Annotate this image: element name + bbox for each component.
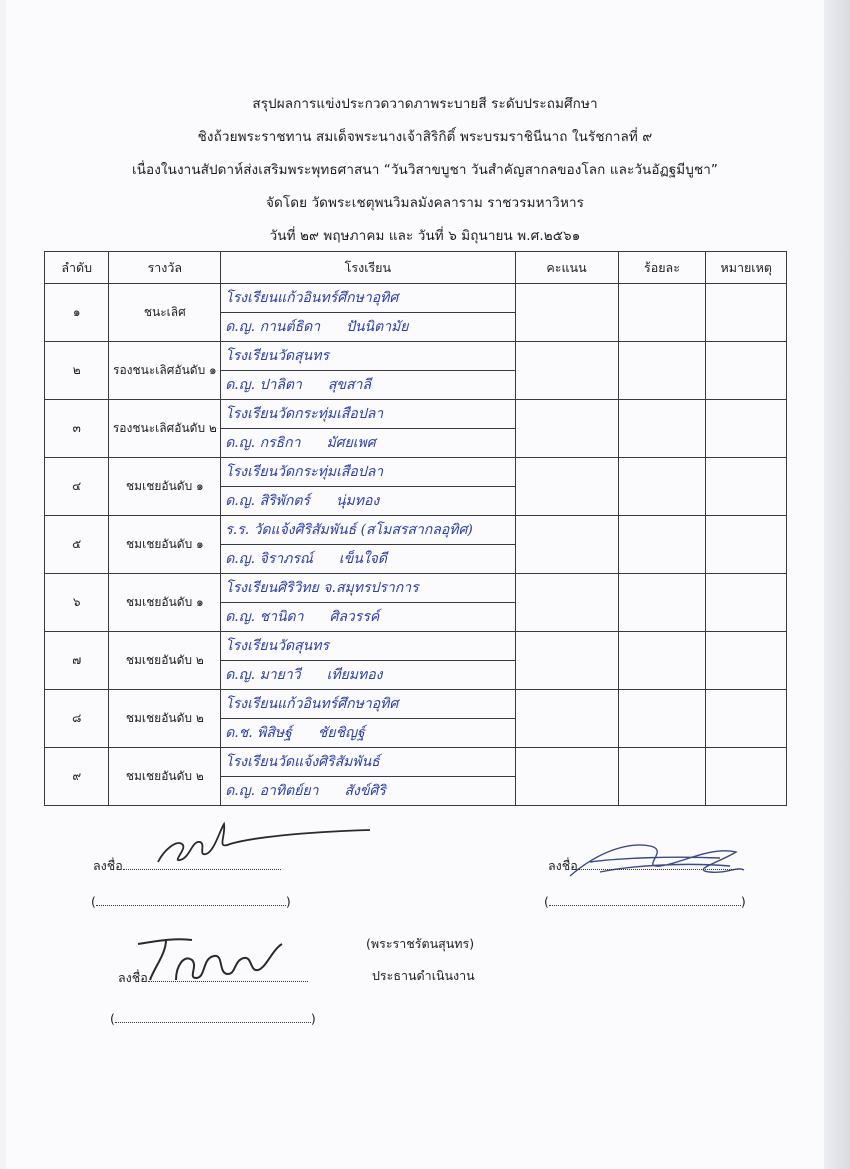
signature-3-name-blank (110, 1011, 316, 1026)
row-student-name: ด.ญ. มายาวี (225, 667, 301, 683)
row-school-name: โรงเรียนวัดสุนทร (221, 632, 514, 661)
title-line-4: จัดโดย วัดพระเชตุพนวิมลมังคลาราม ราชวรมหาวิหาร (266, 195, 584, 211)
row-student-surname: มัศยเพศ (326, 435, 376, 451)
row-number: ๔ (45, 458, 109, 516)
signature-2-label (548, 856, 738, 876)
row-number: ๒ (45, 342, 109, 400)
row-student-surname: ชัยชิญฐ์ (317, 725, 365, 741)
row-percent (618, 748, 706, 806)
row-award: ชมเชยอันดับ ๒ (109, 690, 221, 748)
table-row (45, 690, 787, 748)
row-student (221, 429, 514, 457)
row-school-name: โรงเรียนแก้วอินทร์ศึกษาอุทิศ (221, 284, 514, 313)
row-school-cell (221, 400, 515, 458)
dotted-line (549, 905, 741, 906)
row-percent (618, 400, 706, 458)
row-student (221, 313, 514, 341)
row-student (221, 777, 514, 805)
row-student (221, 719, 514, 747)
row-remark (706, 400, 787, 458)
table-row (45, 284, 787, 342)
row-student-name: ด.ญ. อาทิตย์ยา (225, 783, 319, 799)
row-school-cell (221, 748, 515, 806)
row-school-name: โรงเรียนวัดกระทุ่มเสือปลา (221, 400, 514, 429)
row-score (515, 284, 618, 342)
row-student-name: ด.ช. พิสิษฐ์ (225, 725, 292, 741)
row-number: ๓ (45, 400, 109, 458)
row-percent (618, 342, 706, 400)
results-table (44, 251, 787, 806)
paren-close: ) (310, 1011, 316, 1026)
row-remark (706, 342, 787, 400)
row-school-name: โรงเรียนวัดแจ้งศิริสัมพันธ์ (221, 748, 514, 777)
signature-2-name-blank (544, 894, 746, 909)
dotted-line (115, 1022, 311, 1023)
chair-role: ประธานดำเนินงาน (372, 968, 475, 983)
row-student (221, 545, 514, 573)
row-number: ๘ (45, 690, 109, 748)
row-number: ๑ (45, 284, 109, 342)
col-header-school: โรงเรียน (221, 252, 515, 284)
row-score (515, 516, 618, 574)
row-school-cell (221, 516, 515, 574)
row-school-name: โรงเรียนวัดกระทุ่มเสือปลา (221, 458, 514, 487)
row-student (221, 661, 514, 689)
col-header-score: คะแนน (515, 252, 618, 284)
sign-label-text: ลงชื่อ (118, 970, 148, 985)
signature-3-label (118, 968, 308, 988)
row-score (515, 342, 618, 400)
table-row (45, 400, 787, 458)
row-number: ๕ (45, 516, 109, 574)
row-school-name: โรงเรียนศิริวิทย จ.สมุทรปราการ (221, 574, 514, 603)
row-student (221, 603, 514, 631)
row-award: รองชนะเลิศอันดับ ๒ (109, 400, 221, 458)
row-student-name: ด.ญ. จิราภรณ์ (225, 551, 313, 567)
table-row (45, 748, 787, 806)
col-header-award: รางวัล (109, 252, 221, 284)
row-remark (706, 574, 787, 632)
row-school-cell (221, 690, 515, 748)
table-row (45, 458, 787, 516)
row-school-cell (221, 458, 515, 516)
title-line-5: วันที่ ๒๙ พฤษภาคม และ วันที่ ๖ มิถุนายน พ.ศ.๒๕๖๑ (269, 228, 581, 244)
row-percent (618, 284, 706, 342)
col-header-remark: หมายเหตุ (706, 252, 787, 284)
paren-open: ( (544, 894, 549, 909)
paren-close: ) (740, 894, 746, 909)
col-header-percent: ร้อยละ (618, 252, 706, 284)
row-student-name: ด.ญ. สิริพักตร์ (225, 493, 310, 509)
row-percent (618, 632, 706, 690)
row-student-name: ด.ญ. กรธิกา (225, 435, 301, 451)
paren-open: ( (110, 1011, 115, 1026)
row-percent (618, 690, 706, 748)
table-header-row (45, 252, 787, 284)
row-school-name: โรงเรียนแก้วอินทร์ศึกษาอุทิศ (221, 690, 514, 719)
row-school-cell (221, 574, 515, 632)
row-remark (706, 284, 787, 342)
row-award: ชนะเลิศ (109, 284, 221, 342)
row-student (221, 371, 514, 399)
row-remark (706, 516, 787, 574)
row-school-name: โรงเรียนวัดสุนทร (221, 342, 514, 371)
row-remark (706, 458, 787, 516)
row-score (515, 400, 618, 458)
paren-open: ( (91, 894, 96, 909)
row-percent (618, 574, 706, 632)
row-percent (618, 516, 706, 574)
row-award: ชมเชยอันดับ ๒ (109, 748, 221, 806)
table-row (45, 516, 787, 574)
row-score (515, 690, 618, 748)
title-line-1: สรุปผลการแข่งประกวดวาดภาพระบายสี ระดับประถมศึกษา (252, 96, 598, 112)
row-award: ชมเชยอันดับ ๑ (109, 574, 221, 632)
row-score (515, 632, 618, 690)
row-student-surname: นุ่มทอง (335, 493, 380, 509)
row-percent (618, 458, 706, 516)
row-score (515, 458, 618, 516)
row-student-surname: สังข์ศิริ (344, 783, 386, 799)
row-student-surname: ศิลวรรค์ (329, 609, 380, 625)
row-score (515, 748, 618, 806)
row-remark (706, 690, 787, 748)
title-line-3: เนื่องในงานสัปดาห์ส่งเสริมพระพุทธศาสนา “วันวิสาขบูชา วันสำคัญสากลของโลก และวันอัฏฐมีบูชา” (131, 162, 719, 178)
row-student-surname: เทียมทอง (326, 667, 383, 683)
row-score (515, 574, 618, 632)
signature-1-label (93, 856, 281, 876)
row-student-surname: เข็นใจดี (338, 551, 387, 567)
row-school-cell (221, 284, 515, 342)
row-school-cell (221, 632, 515, 690)
paren-close: ) (285, 894, 291, 909)
row-award: ชมเชยอันดับ ๑ (109, 458, 221, 516)
col-header-no: ลำดับ (45, 252, 109, 284)
dotted-line (96, 905, 286, 906)
table-row (45, 574, 787, 632)
row-student (221, 487, 514, 515)
title-line-2: ชิงถ้วยพระราชทาน สมเด็จพระนางเจ้าสิริกิติ์ พระบรมราชินีนาถ ในรัชกาลที่ ๙ (197, 129, 653, 145)
sign-label-text: ลงชื่อ (548, 858, 578, 873)
table-row (45, 632, 787, 690)
signature-1-name-blank (91, 894, 291, 909)
signature-3-dotted-line (148, 981, 308, 982)
row-student-name: ด.ญ. ชานิดา (225, 609, 304, 625)
row-number: ๗ (45, 632, 109, 690)
signature-2-dotted-line (578, 869, 738, 870)
signature-1-dotted-line (123, 869, 281, 870)
row-remark (706, 748, 787, 806)
row-award: ชมเชยอันดับ ๒ (109, 632, 221, 690)
row-number: ๙ (45, 748, 109, 806)
row-award: ชมเชยอันดับ ๑ (109, 516, 221, 574)
row-student-name: ด.ญ. ปาลิตา (225, 377, 302, 393)
row-school-name: ร.ร. วัดแจ้งศิริสัมพันธ์ (สโมสรสากลอุทิศ) (221, 516, 514, 545)
table-row (45, 342, 787, 400)
row-award: รองชนะเลิศอันดับ ๑ (109, 342, 221, 400)
sign-label-text: ลงชื่อ (93, 858, 123, 873)
row-school-cell (221, 342, 515, 400)
row-number: ๖ (45, 574, 109, 632)
chair-name: (พระราชรัตนสุนทร) (366, 936, 475, 951)
row-student-name: ด.ญ. กานต์ธิดา (225, 319, 321, 335)
row-student-surname: ปันนิตามัย (346, 319, 409, 335)
row-student-surname: สุขสาลี (327, 377, 371, 393)
row-remark (706, 632, 787, 690)
